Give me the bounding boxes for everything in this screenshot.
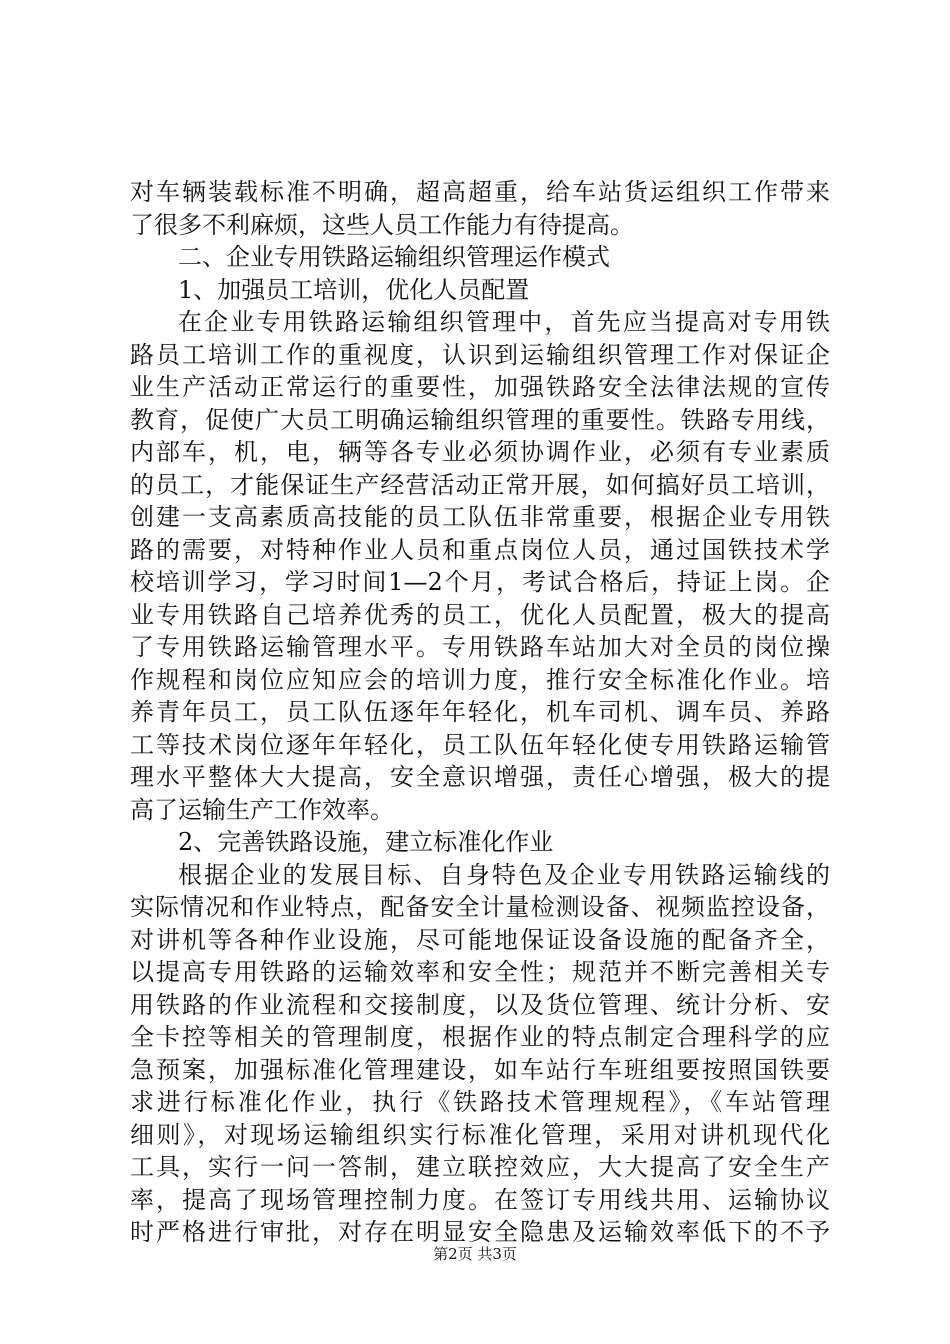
paragraph-line: 创建一支高素质高技能的员工队伍非常重要，根据企业专用铁 xyxy=(130,503,830,531)
paragraph-line: 了很多不利麻烦，这些人员工作能力有待提高。 xyxy=(130,210,634,239)
paragraph-line: 实际情况和作业特点，配备安全计量检测设备、视频监控设备， xyxy=(130,893,830,921)
paragraph-line: 以提高专用铁路的运输效率和安全性；规范并不断完善相关专 xyxy=(130,958,830,986)
paragraph-line: 内部车，机，电，辆等各专业必须协调作业，必须有专业素质 xyxy=(130,438,830,466)
section-heading: 1、加强员工培训，优化人员配置 xyxy=(178,275,530,304)
paragraph-line: 路的需要，对特种作业人员和重点岗位人员，通过国铁技术学 xyxy=(130,535,830,564)
paragraph-line: 根据企业的发展目标、自身特色及企业专用铁路运输线的 xyxy=(178,860,830,889)
page-footer: 第2页 共3页 xyxy=(433,1245,517,1263)
document-body xyxy=(130,176,830,1249)
paragraph-line: 业专用铁路自己培养优秀的员工，优化人员配置，极大的提高 xyxy=(130,600,830,629)
paragraph-line: 在企业专用铁路运输组织管理中，首先应当提高对专用铁 xyxy=(178,308,830,336)
section-heading: 二、企业专用铁路运输组织管理运作模式 xyxy=(178,243,610,271)
paragraph-line: 作规程和岗位应知应会的培训力度，推行安全标准化作业。培 xyxy=(130,665,830,694)
paragraph-line: 时严格进行审批，对存在明显安全隐患及运输效率低下的不予 xyxy=(130,1218,830,1246)
paragraph-line: 对车辆装载标准不明确，超高超重，给车站货运组织工作带来 xyxy=(130,178,830,206)
paragraph-line: 求进行标准化作业，执行《铁路技术管理规程》，《车站管理 xyxy=(130,1088,830,1116)
paragraph-line: 了专用铁路运输管理水平。专用铁路车站加大对全员的岗位操 xyxy=(130,633,830,661)
paragraph-line: 全卡控等相关的管理制度，根据作业的特点制定合理科学的应 xyxy=(130,1023,830,1051)
paragraph-line: 教育，促使广大员工明确运输组织管理的重要性。铁路专用线， xyxy=(130,405,830,434)
paragraph-line: 率，提高了现场管理控制力度。在签订专用线共用、运输协议 xyxy=(130,1185,830,1214)
paragraph-line: 工等技术岗位逐年年轻化，员工队伍年轻化使专用铁路运输管 xyxy=(130,730,830,759)
paragraph-line: 急预案，加强标准化管理建设，如车站行车班组要按照国铁要 xyxy=(130,1055,830,1084)
paragraph-line: 细则》，对现场运输组织实行标准化管理，采用对讲机现代化 xyxy=(130,1120,830,1149)
paragraph-line: 对讲机等各种作业设施，尽可能地保证设备设施的配备齐全， xyxy=(130,925,830,954)
paragraph-line: 的员工，才能保证生产经营活动正常开展，如何搞好员工培训， xyxy=(130,470,830,499)
paragraph-line: 用铁路的作业流程和交接制度，以及货位管理、统计分析、安 xyxy=(130,990,830,1019)
paragraph-line: 业生产活动正常运行的重要性，加强铁路安全法律法规的宣传 xyxy=(130,373,830,401)
paragraph-line: 理水平整体大大提高，安全意识增强，责任心增强，极大的提 xyxy=(130,763,830,791)
paragraph-line: 工具，实行一问一答制，建立联控效应，大大提高了安全生产 xyxy=(130,1153,830,1181)
section-heading: 2、完善铁路设施，建立标准化作业 xyxy=(178,828,554,856)
paragraph-line: 路员工培训工作的重视度，认识到运输组织管理工作对保证企 xyxy=(130,340,830,369)
paragraph-line: 高了运输生产工作效率。 xyxy=(130,795,394,824)
paragraph-line: 校培训学习，学习时间1—2个月，考试合格后，持证上岗。企 xyxy=(130,568,830,596)
paragraph-line: 养青年员工，员工队伍逐年年轻化，机车司机、调车员、养路 xyxy=(130,698,830,726)
